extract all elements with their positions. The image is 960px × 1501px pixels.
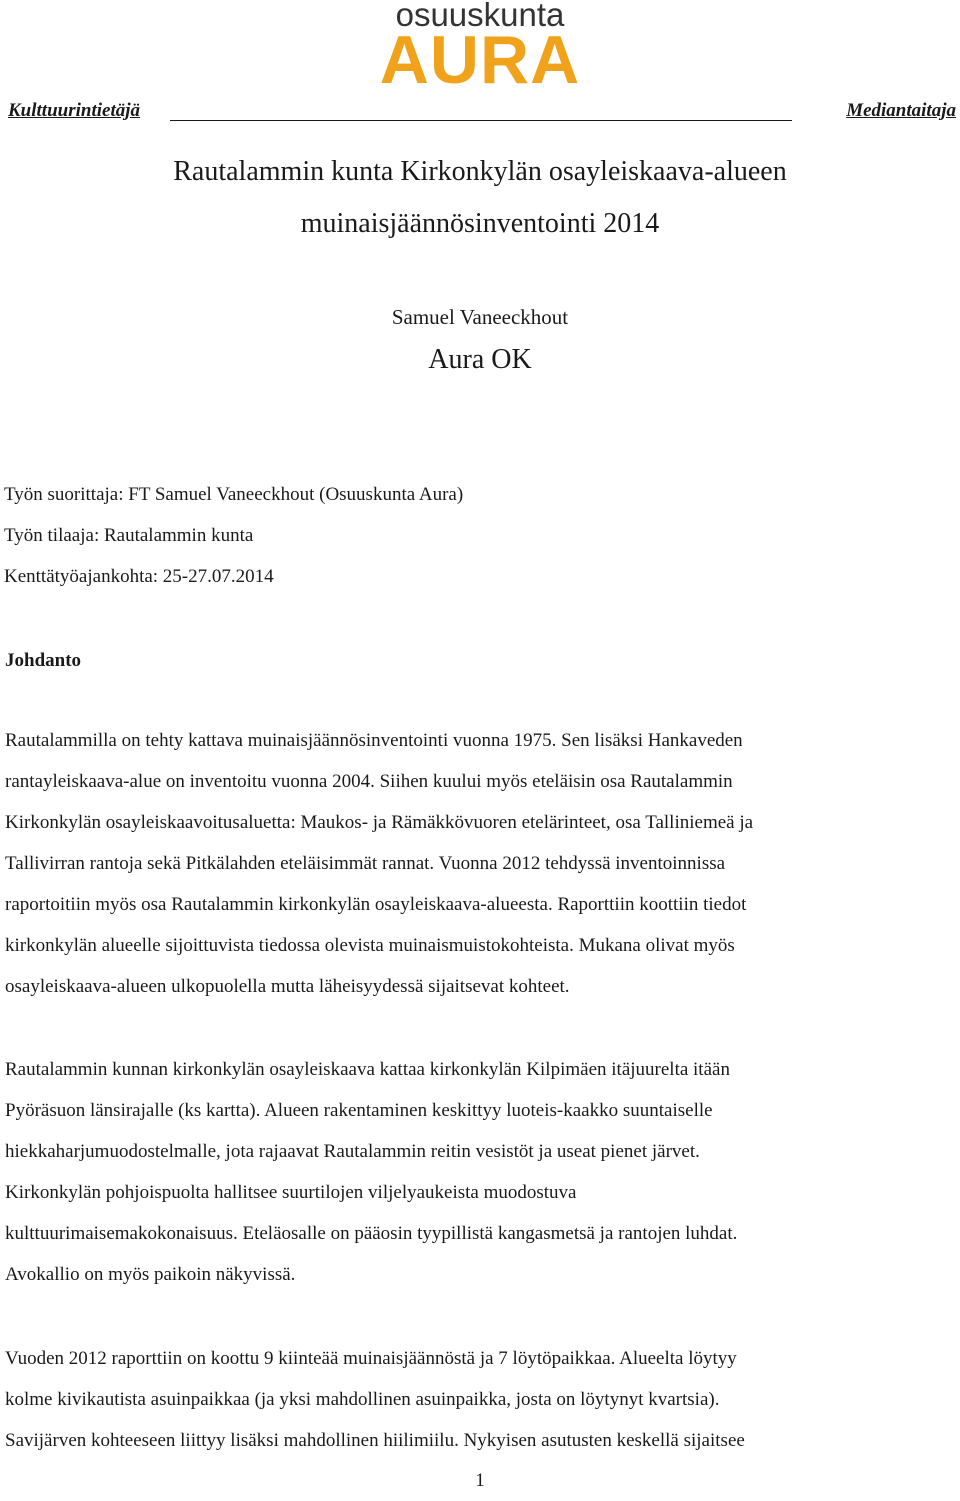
paragraph-line: Rautalammilla on tehty kattava muinaisjäännösinventointi vuonna 1975. Sen lisäksi Hankaveden — [5, 730, 743, 751]
logo-top-text: osuuskunta — [395, 0, 565, 33]
osuuskunta-aura-logo — [366, 0, 594, 96]
paragraph-line: kolme kivikautista asuinpaikkaa (ja yksi mahdollinen asuinpaikka, josta on löytynyt kvartsia). — [5, 1389, 720, 1410]
meta-fieldwork-date: Kenttätyöajankohta: 25-27.07.2014 — [4, 566, 274, 587]
header-right: Mediantaitaja — [846, 100, 956, 121]
meta-performer: Työn suorittaja: FT Samuel Vaneeckhout (Osuuskunta Aura) — [4, 484, 464, 505]
paragraph-line: Rautalammin kunnan kirkonkylän osayleiskaava kattaa kirkonkylän Kilpimäen itäjuurelta itään — [5, 1059, 730, 1080]
paragraph-line: Pyöräsuon länsirajalle (ks kartta). Alueen rakentaminen keskittyy luoteis-kaakko suuntaiselle — [5, 1100, 713, 1121]
paragraph-line: rantayleiskaava-alue on inventoitu vuonna 2004. Siihen kuului myös eteläisin osa Rautalammin — [5, 771, 733, 792]
paragraph-line: kulttuurimaisemakokonaisuus. Eteläosalle on pääosin tyypillistä kangasmetsä ja rantojen luhdat. — [5, 1223, 738, 1244]
meta-client: Työn tilaaja: Rautalammin kunta — [4, 525, 254, 546]
paragraph-2 — [5, 1049, 955, 1295]
paragraph-line: Kirkonkylän osayleiskaavoitusaluetta: Maukos- ja Rämäkkövuoren etelärinteet, osa Talliniemeä ja — [5, 812, 754, 833]
paragraph-line: Kirkonkylän pohjoispuolta hallitsee suurtilojen viljelyaukeista muodostuva — [5, 1182, 577, 1203]
paragraph-3 — [5, 1338, 955, 1461]
title-line-1: Rautalammin kunta Kirkonkylän osayleiskaava-alueen — [173, 156, 787, 187]
paragraph-line: kirkonkylän alueelle sijoittuvista tiedossa olevista muinaismuistokohteista. Mukana olivat myös — [5, 935, 735, 956]
paragraph-line: Tallivirran rantoja sekä Pitkälahden eteläisimmät rannat. Vuonna 2012 tehdyssä inventoinnissa — [5, 853, 726, 874]
paragraph-line: osayleiskaava-alueen ulkopuolella mutta läheisyydessä sijaitsevat kohteet. — [5, 976, 570, 997]
logo-aura-text: AURA — [379, 22, 581, 98]
paragraph-line: Vuoden 2012 raporttiin on koottu 9 kiinteää muinaisjäännöstä ja 7 löytöpaikkaa. Alueelta löytyy — [5, 1348, 737, 1369]
header-left: Kulttuurintietäjä — [8, 100, 140, 121]
organization-name: Aura OK — [428, 344, 532, 375]
paragraph-line: Savijärven kohteeseen liittyy lisäksi mahdollinen hiilimiilu. Nykyisen asutusten keskellä sijaitsee — [5, 1430, 745, 1451]
paragraph-line: Avokallio on myös paikoin näkyvissä. — [5, 1264, 296, 1285]
paragraph-line: hiekkaharjumuodostelmalle, jota rajaavat Rautalammin reitin vesistöt ja useat pienet järvet. — [5, 1141, 700, 1162]
section-heading: Johdanto — [5, 650, 82, 671]
paragraph-1 — [5, 720, 955, 1007]
header-rule — [170, 120, 792, 121]
title-line-2: muinaisjäännösinventointi 2014 — [300, 208, 660, 239]
author-name: Samuel Vaneeckhout — [391, 305, 569, 329]
page-number: 1 — [475, 1470, 485, 1491]
paragraph-line: raportoitiin myös osa Rautalammin kirkonkylän osayleiskaava-alueesta. Raporttiin koottiin tiedot — [5, 894, 747, 915]
